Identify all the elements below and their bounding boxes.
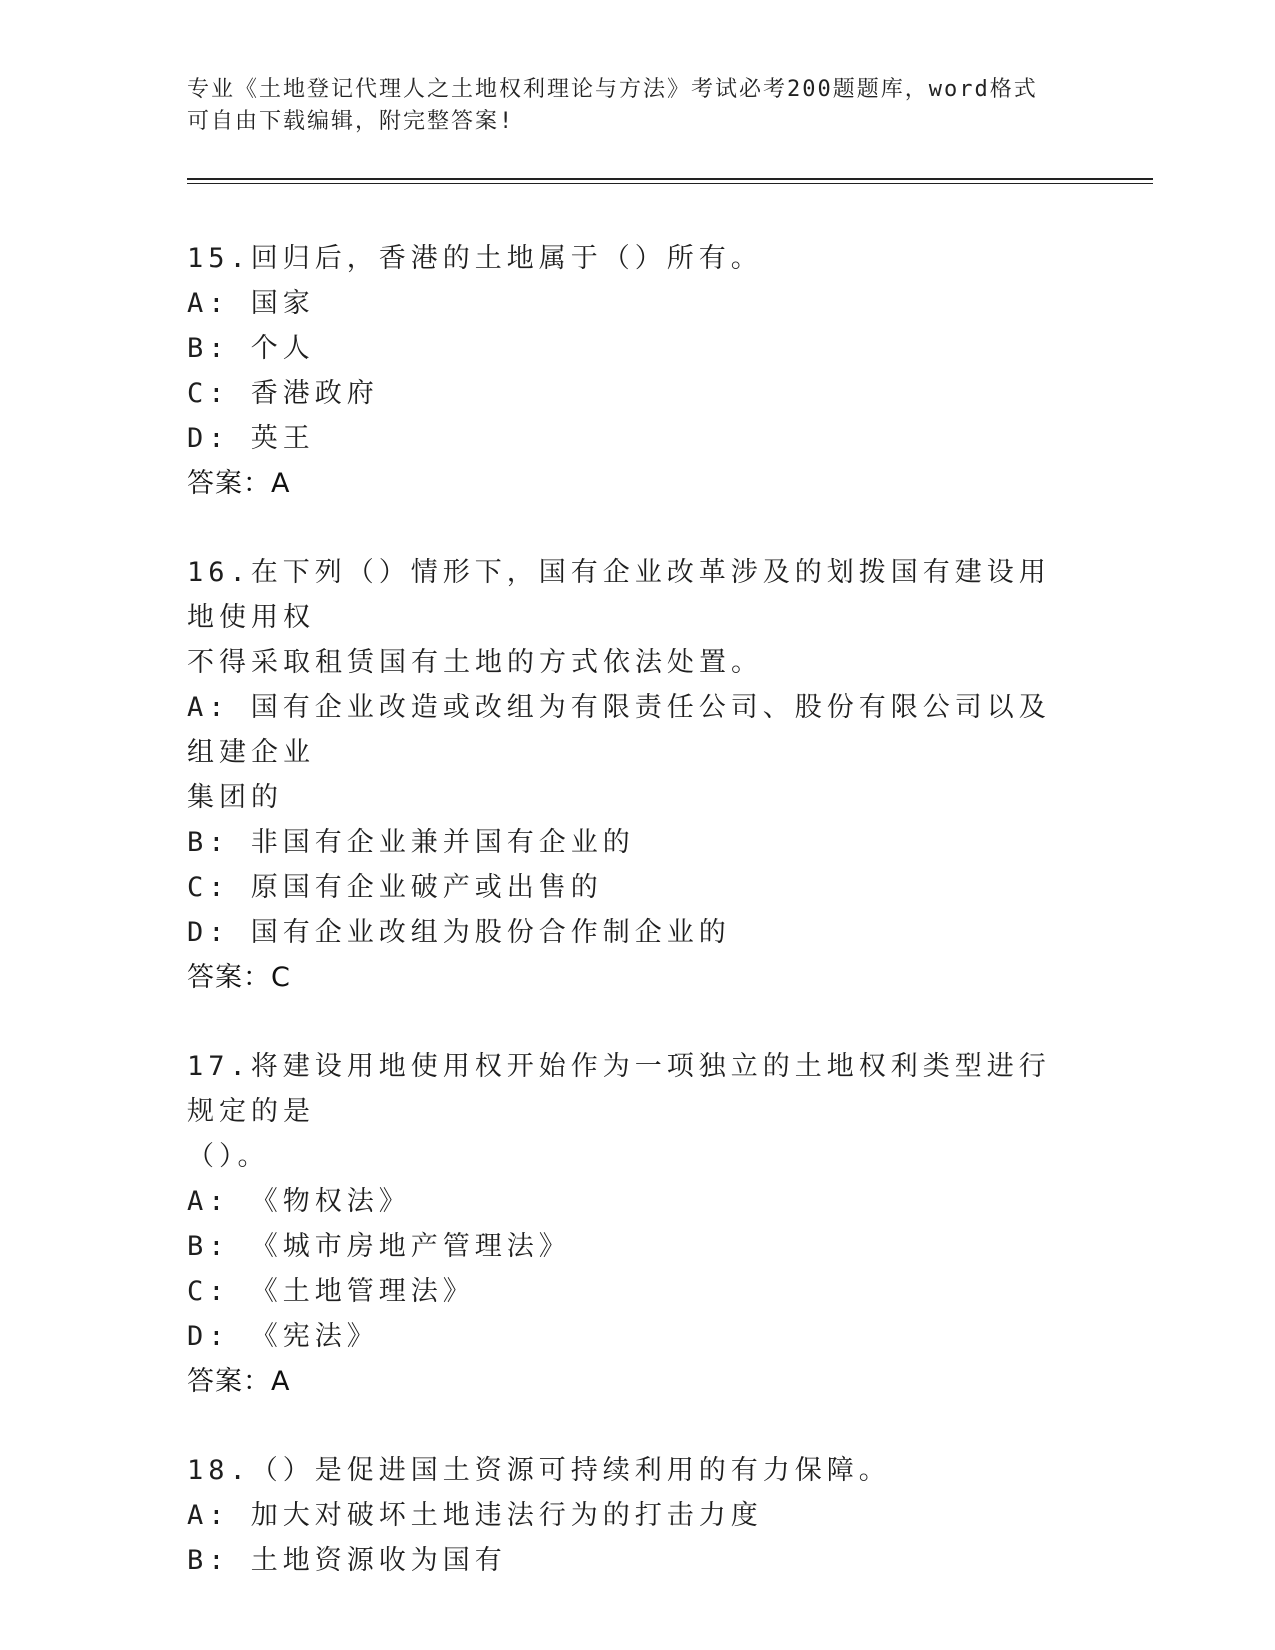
header-line-2: 可自由下载编辑，附完整答案! bbox=[187, 109, 515, 134]
question-16 bbox=[187, 550, 1067, 1000]
question-stem: 18.（）是促进国土资源可持续利用的有力保障。 bbox=[187, 1455, 891, 1486]
header-line-1: 专业《土地登记代理人之土地权利理论与方法》考试必考200题题库，word格式 bbox=[187, 77, 1038, 102]
option-c: C: 《土地管理法》 bbox=[187, 1276, 475, 1307]
option-a: A: 国有企业改造或改组为有限责任公司、股份有限公司以及组建企业 bbox=[187, 692, 1051, 768]
option-a-continued: 集团的 bbox=[187, 782, 283, 813]
question-17 bbox=[187, 1044, 1067, 1404]
option-b: B: 土地资源收为国有 bbox=[187, 1545, 507, 1576]
question-stem-continued: 不得采取租赁国有土地的方式依法处置。 bbox=[187, 647, 763, 678]
option-d: D: 《宪法》 bbox=[187, 1321, 379, 1352]
question-15 bbox=[187, 236, 1067, 506]
question-stem: 17.将建设用地使用权开始作为一项独立的土地权利类型进行规定的是 bbox=[187, 1051, 1051, 1127]
option-c: C: 香港政府 bbox=[187, 378, 379, 409]
option-c: C: 原国有企业破产或出售的 bbox=[187, 872, 603, 903]
option-a: A: 加大对破坏土地违法行为的打击力度 bbox=[187, 1500, 763, 1531]
option-a: A: 《物权法》 bbox=[187, 1186, 411, 1217]
header-divider bbox=[187, 178, 1153, 180]
option-a: A: 国家 bbox=[187, 288, 315, 319]
answer-label: 答案：A bbox=[187, 468, 291, 499]
option-d: D: 国有企业改组为股份合作制企业的 bbox=[187, 917, 731, 948]
question-18 bbox=[187, 1448, 1067, 1583]
option-d: D: 英王 bbox=[187, 423, 315, 454]
answer-label: 答案：C bbox=[187, 962, 291, 993]
option-b: B: 《城市房地产管理法》 bbox=[187, 1231, 571, 1262]
header-divider-secondary bbox=[187, 183, 1153, 184]
question-list bbox=[187, 236, 1067, 1627]
option-b: B: 非国有企业兼并国有企业的 bbox=[187, 827, 635, 858]
option-b: B: 个人 bbox=[187, 333, 315, 364]
answer-label: 答案：A bbox=[187, 1366, 291, 1397]
document-header bbox=[187, 74, 1067, 138]
question-stem: 15.回归后，香港的土地属于（）所有。 bbox=[187, 243, 763, 274]
question-stem: 16.在下列（）情形下，国有企业改革涉及的划拨国有建设用地使用权 bbox=[187, 557, 1051, 633]
question-stem-continued: （）。 bbox=[187, 1141, 270, 1172]
